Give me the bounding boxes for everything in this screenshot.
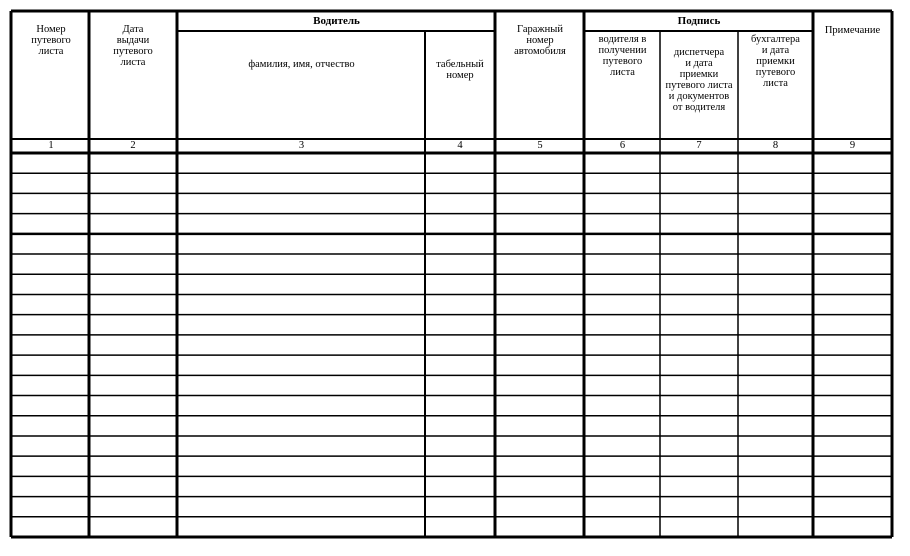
header-driver-full-name: фамилия, имя, отчество <box>248 59 355 70</box>
column-number-4: 4 <box>457 140 463 151</box>
header-issue-date: Дата выдачи путевого листа <box>113 24 153 68</box>
column-number-8: 8 <box>772 140 779 151</box>
column-number-5: 5 <box>537 140 543 151</box>
header-note: Примечание <box>824 25 881 36</box>
column-number-1: 1 <box>48 140 54 151</box>
header-driver-group: Водитель <box>313 15 360 27</box>
column-number-2: 2 <box>130 140 136 151</box>
header-signature-group: Подпись <box>677 15 721 27</box>
header-personnel-number: табельный номер <box>436 59 484 81</box>
column-number-7: 7 <box>696 140 702 151</box>
column-number-9: 9 <box>849 140 856 151</box>
header-signature-accountant: бухгалтера и дата приемки путевого листа <box>751 34 800 89</box>
header-signature-dispatcher: диспетчера и дата приемки путевого листа и документов от водителя <box>665 47 733 113</box>
header-garage-number: Гаражный номер автомобиля <box>514 24 566 57</box>
column-number-3: 3 <box>298 140 305 151</box>
column-number-6: 6 <box>619 140 626 151</box>
header-signature-driver: водителя в получении путевого листа <box>598 34 647 78</box>
header-waybill-number: Номер путевого листа <box>31 24 71 57</box>
